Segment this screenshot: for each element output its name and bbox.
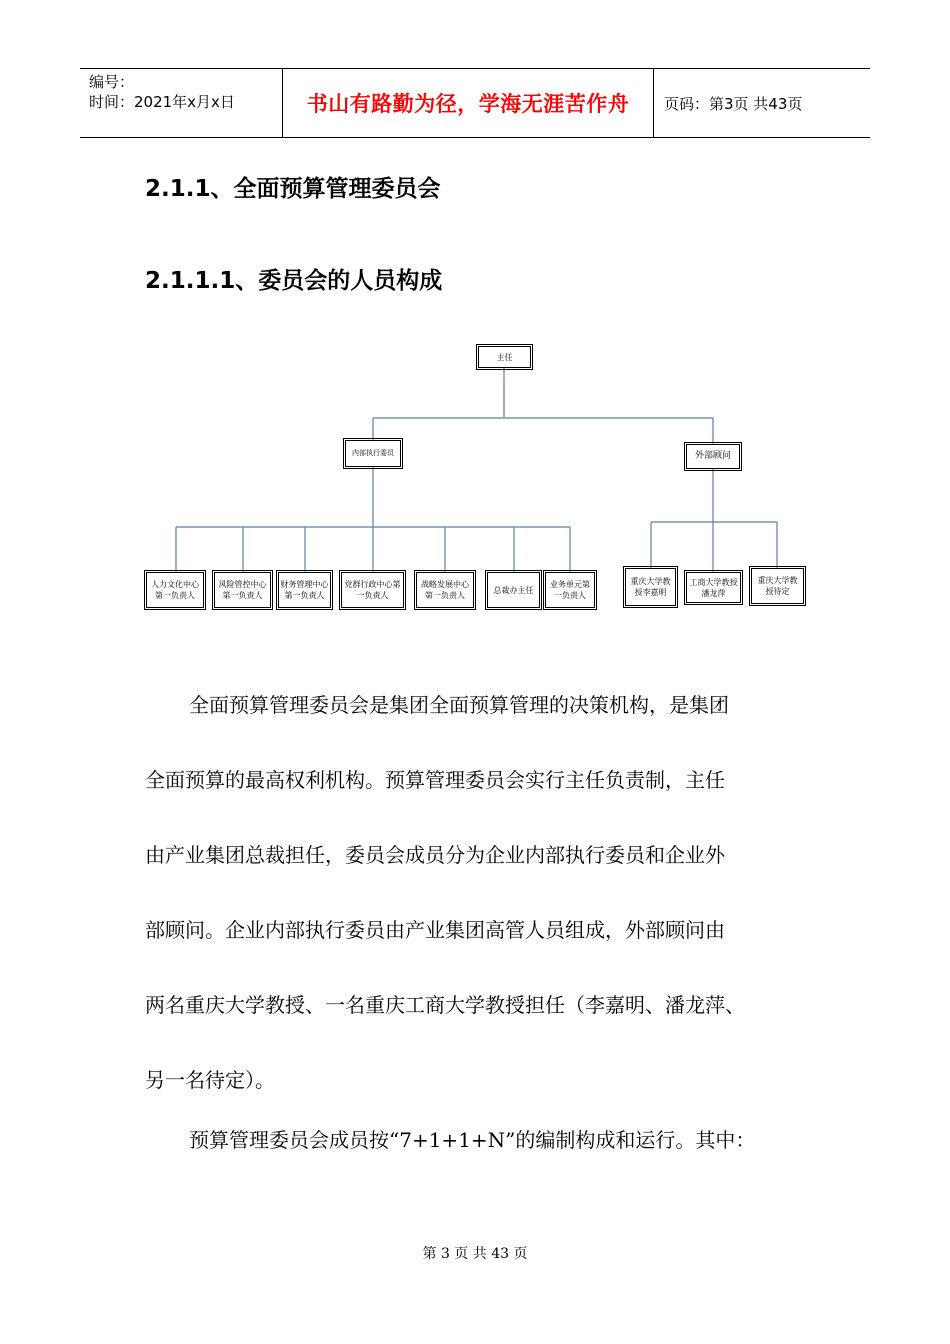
org-node-internal-member: 财务管理中心 第一负责人 [278,572,331,608]
org-node-internal: 内部执行委员 [345,440,401,467]
org-node-external-member: 工商大学教授 潘龙萍 [686,572,741,603]
paragraph-line: 全面预算的最高权利机构。预算管理委员会实行主任负责制，主任 [145,768,725,792]
org-node-external-member: 重庆大学教 授李嘉明 [625,568,676,606]
number-label: 编号： [89,73,135,91]
paragraph-line: 全面预算管理委员会是集团全面预算管理的决策机构，是集团 [189,693,729,717]
org-node-external: 外部顾问 [686,444,740,469]
page-header [80,68,870,138]
header-motto: 书山有路勤为径，学海无涯苦作舟 [306,92,630,116]
org-chart-connectors [0,330,950,630]
paragraph-line: 两名重庆大学教授、一名重庆工商大学教授担任（李嘉明、潘龙萍、 [145,993,745,1017]
org-node-external-member: 重庆大学教 授待定 [751,568,804,604]
body-paragraph [145,1103,815,1178]
paragraph-line: 由产业集团总裁担任，委员会成员分为企业内部执行委员和企业外 [145,843,725,867]
org-node-internal-member: 党群行政中心第 一负责人 [341,572,404,608]
org-chart [0,330,950,630]
paragraph-line: 预算管理委员会成员按“7+1+1+N”的编制构成和运行。其中： [189,1128,756,1152]
org-node-internal-member: 战略发展中心 第一负责人 [416,572,474,608]
org-node-internal-member: 人力文化中心 第一负责人 [146,572,204,608]
paragraph-line: 部顾问。企业内部执行委员由产业集团高管人员组成，外部顾问由 [145,918,725,942]
paragraph-line: 另一名待定）。 [145,1068,275,1092]
org-node-internal-member: 风险管控中心 第一负责人 [214,572,271,608]
header-motto-cell [282,69,654,137]
body-paragraph [145,668,815,1118]
page-footer: 第 3 页 共 43 页 [422,1246,528,1262]
header-meta [80,69,282,137]
time-label: 时间：2021年x月x日 [89,93,235,111]
org-node-internal-member: 总裁办主任 [487,572,540,608]
section-heading: 2.1.1、全面预算管理委员会 [145,176,441,202]
org-node-internal-member: 业务单元第 一负责人 [545,572,595,608]
header-page-code: 页码：第3页 共43页 [664,94,803,113]
subsection-heading: 2.1.1.1、委员会的人员构成 [145,268,443,294]
org-node-root: 主任 [478,346,531,368]
